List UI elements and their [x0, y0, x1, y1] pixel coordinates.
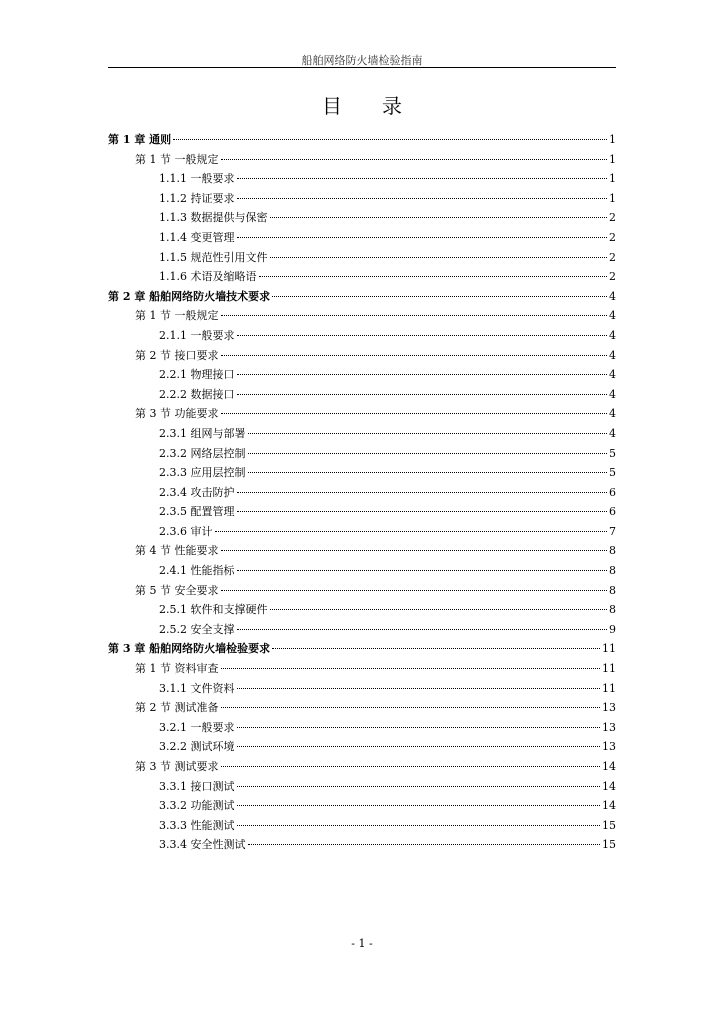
- toc-entry-label: 第 1 节 一般规定: [135, 309, 219, 323]
- toc-entry-label: 2.5.1 软件和支撑硬件: [159, 603, 268, 617]
- toc-entry-label: 第 2 章 船舶网络防火墙技术要求: [108, 289, 271, 303]
- toc-entry[interactable]: [108, 404, 616, 424]
- toc-leader-dots: [237, 335, 608, 336]
- toc-entry[interactable]: [108, 130, 616, 150]
- toc-entry-page: 8: [609, 583, 616, 597]
- toc-leader-dots: [221, 590, 608, 591]
- toc-entry[interactable]: [108, 208, 616, 228]
- toc-entry-page: 14: [602, 799, 616, 813]
- toc-leader-dots: [248, 433, 608, 434]
- toc-entry-page: 4: [609, 348, 616, 362]
- toc-entry-page: 8: [609, 544, 616, 558]
- toc-entry-page: 2: [609, 211, 616, 225]
- toc-leader-dots: [237, 570, 608, 571]
- toc-entry[interactable]: [108, 267, 616, 287]
- toc-entry-page: 2: [609, 270, 616, 284]
- toc-entry[interactable]: [108, 679, 616, 699]
- toc-entry-label: 第 1 节 一般规定: [135, 152, 219, 166]
- toc-leader-dots: [248, 844, 601, 845]
- toc-entry[interactable]: [108, 189, 616, 209]
- toc-leader-dots: [270, 257, 608, 258]
- toc-entry-label: 第 3 章 船舶网络防火墙检验要求: [108, 642, 271, 656]
- toc-entry[interactable]: [108, 522, 616, 542]
- toc-entry[interactable]: [108, 483, 616, 503]
- toc-entry-page: 4: [609, 309, 616, 323]
- toc-entry-label: 1.1.5 规范性引用文件: [159, 250, 268, 264]
- toc-leader-dots: [221, 355, 608, 356]
- toc-entry-page: 13: [602, 720, 616, 734]
- toc-entry-label: 3.2.1 一般要求: [159, 720, 235, 734]
- toc-entry-label: 1.1.2 持证要求: [159, 191, 235, 205]
- toc-entry-page: 8: [609, 564, 616, 578]
- toc-leader-dots: [237, 688, 601, 689]
- toc-entry[interactable]: [108, 228, 616, 248]
- toc-entry-page: 2: [609, 250, 616, 264]
- toc-entry-page: 1: [609, 152, 616, 166]
- header-divider: [108, 67, 616, 68]
- toc-entry-label: 1.1.3 数据提供与保密: [159, 211, 268, 225]
- toc-entry-page: 15: [602, 818, 616, 832]
- toc-entry[interactable]: [108, 287, 616, 307]
- toc-entry-label: 第 2 节 测试准备: [135, 701, 219, 715]
- toc-entry-label: 2.4.1 性能指标: [159, 564, 235, 578]
- toc-leader-dots: [221, 707, 601, 708]
- running-header: 船舶网络防火墙检验指南: [301, 54, 423, 67]
- toc-entry-page: 1: [609, 172, 616, 186]
- toc-entry-label: 2.3.5 配置管理: [159, 505, 235, 519]
- toc-entry-page: 5: [609, 466, 616, 480]
- toc-leader-dots: [248, 453, 608, 454]
- toc-entry-label: 1.1.1 一般要求: [159, 172, 235, 186]
- toc-entry-label: 3.1.1 文件资料: [159, 681, 235, 695]
- toc-entry-label: 2.3.4 攻击防护: [159, 485, 235, 499]
- toc-entry[interactable]: [108, 463, 616, 483]
- toc-leader-dots: [237, 492, 608, 493]
- toc-entry-page: 4: [609, 368, 616, 382]
- toc-entry-page: 9: [609, 622, 616, 636]
- toc-entry[interactable]: [108, 639, 616, 659]
- toc-entry-page: 2: [609, 230, 616, 244]
- toc-leader-dots: [221, 413, 608, 414]
- toc-leader-dots: [221, 766, 601, 767]
- toc-entry[interactable]: [108, 561, 616, 581]
- toc-entry-label: 1.1.6 术语及缩略语: [159, 270, 257, 284]
- toc-entry-label: 3.3.4 安全性测试: [159, 838, 246, 852]
- toc-entry-label: 第 1 章 通则: [108, 133, 172, 146]
- toc-entry-label: 2.3.2 网络层控制: [159, 446, 246, 460]
- toc-entry[interactable]: [108, 248, 616, 268]
- toc-entry-page: 11: [602, 642, 616, 656]
- toc-leader-dots: [237, 805, 601, 806]
- toc-entry[interactable]: [108, 541, 616, 561]
- toc-entry[interactable]: [108, 444, 616, 464]
- toc-entry-page: 15: [602, 838, 616, 852]
- toc-entry-label: 2.2.1 物理接口: [159, 368, 235, 382]
- toc-leader-dots: [237, 629, 608, 630]
- toc-leader-dots: [237, 394, 608, 395]
- toc-leader-dots: [259, 276, 608, 277]
- toc-entry-label: 2.5.2 安全支撑: [159, 622, 235, 636]
- toc-entry-page: 8: [609, 603, 616, 617]
- toc-entry-page: 11: [602, 662, 616, 676]
- toc-entry[interactable]: [108, 659, 616, 679]
- toc-entry-page: 4: [609, 407, 616, 421]
- toc-entry-label: 2.2.2 数据接口: [159, 387, 235, 401]
- toc-entry-page: 13: [602, 701, 616, 715]
- toc-entry[interactable]: [108, 365, 616, 385]
- toc-entry-label: 第 2 节 接口要求: [135, 348, 219, 362]
- toc-entry[interactable]: [108, 698, 616, 718]
- toc-entry-label: 第 3 节 功能要求: [135, 407, 219, 421]
- toc-leader-dots: [237, 786, 601, 787]
- toc-entry-page: 14: [602, 779, 616, 793]
- table-of-contents: [108, 130, 616, 855]
- toc-entry[interactable]: [108, 816, 616, 836]
- toc-entry[interactable]: [108, 737, 616, 757]
- toc-entry[interactable]: [108, 326, 616, 346]
- toc-leader-dots: [248, 472, 608, 473]
- toc-entry-page: 5: [609, 446, 616, 460]
- toc-leader-dots: [237, 237, 608, 238]
- toc-leader-dots: [221, 159, 608, 160]
- toc-entry-label: 第 4 节 性能要求: [135, 544, 219, 558]
- toc-entry[interactable]: [108, 835, 616, 855]
- toc-entry-label: 第 5 节 安全要求: [135, 583, 219, 597]
- toc-entry-label: 2.3.1 组网与部署: [159, 426, 246, 440]
- toc-entry-page: 1: [609, 191, 616, 205]
- toc-leader-dots: [237, 178, 608, 179]
- toc-entry[interactable]: [108, 757, 616, 777]
- toc-entry[interactable]: [108, 777, 616, 797]
- toc-entry-label: 2.3.6 审计: [159, 524, 213, 538]
- page-title: 目录: [322, 94, 442, 118]
- toc-entry-label: 1.1.4 变更管理: [159, 230, 235, 244]
- toc-leader-dots: [221, 315, 608, 316]
- toc-leader-dots: [173, 139, 607, 140]
- toc-entry[interactable]: [108, 620, 616, 640]
- toc-leader-dots: [237, 511, 608, 512]
- toc-entry-label: 3.3.1 接口测试: [159, 779, 235, 793]
- toc-leader-dots: [221, 668, 601, 669]
- toc-entry[interactable]: [108, 385, 616, 405]
- toc-entry[interactable]: [108, 796, 616, 816]
- toc-entry-page: 4: [609, 426, 616, 440]
- toc-leader-dots: [270, 609, 608, 610]
- toc-leader-dots: [272, 296, 607, 297]
- toc-entry[interactable]: [108, 346, 616, 366]
- toc-entry-page: 4: [609, 387, 616, 401]
- toc-entry-label: 第 1 节 资料审查: [135, 662, 219, 676]
- toc-entry-page: 4: [609, 328, 616, 342]
- toc-entry-page: 6: [609, 485, 616, 499]
- toc-entry[interactable]: [108, 581, 616, 601]
- toc-entry[interactable]: [108, 718, 616, 738]
- toc-leader-dots: [270, 217, 608, 218]
- toc-entry-label: 3.3.3 性能测试: [159, 818, 235, 832]
- toc-entry-label: 3.2.2 测试环境: [159, 740, 235, 754]
- toc-entry[interactable]: [108, 150, 616, 170]
- toc-entry-page: 13: [602, 740, 616, 754]
- toc-entry[interactable]: [108, 502, 616, 522]
- toc-entry-page: 1: [609, 133, 616, 146]
- toc-entry-label: 2.1.1 一般要求: [159, 328, 235, 342]
- toc-leader-dots: [237, 374, 608, 375]
- toc-entry[interactable]: [108, 169, 616, 189]
- toc-leader-dots: [237, 727, 601, 728]
- toc-entry-page: 14: [602, 760, 616, 773]
- toc-entry[interactable]: [108, 424, 616, 444]
- toc-entry[interactable]: [108, 600, 616, 620]
- toc-entry-label: 3.3.2 功能测试: [159, 799, 235, 813]
- toc-entry-page: 4: [609, 289, 616, 303]
- toc-leader-dots: [237, 825, 601, 826]
- toc-leader-dots: [272, 648, 600, 649]
- toc-entry-page: 7: [609, 524, 616, 538]
- toc-leader-dots: [215, 531, 608, 532]
- toc-leader-dots: [221, 550, 608, 551]
- toc-entry-label: 第 3 节 测试要求: [135, 760, 219, 773]
- toc-leader-dots: [237, 746, 601, 747]
- toc-entry-page: 6: [609, 505, 616, 519]
- toc-leader-dots: [237, 198, 608, 199]
- toc-entry-label: 2.3.3 应用层控制: [159, 466, 246, 480]
- page-number: - 1 -: [351, 937, 373, 950]
- toc-entry[interactable]: [108, 306, 616, 326]
- toc-entry-page: 11: [602, 681, 616, 695]
